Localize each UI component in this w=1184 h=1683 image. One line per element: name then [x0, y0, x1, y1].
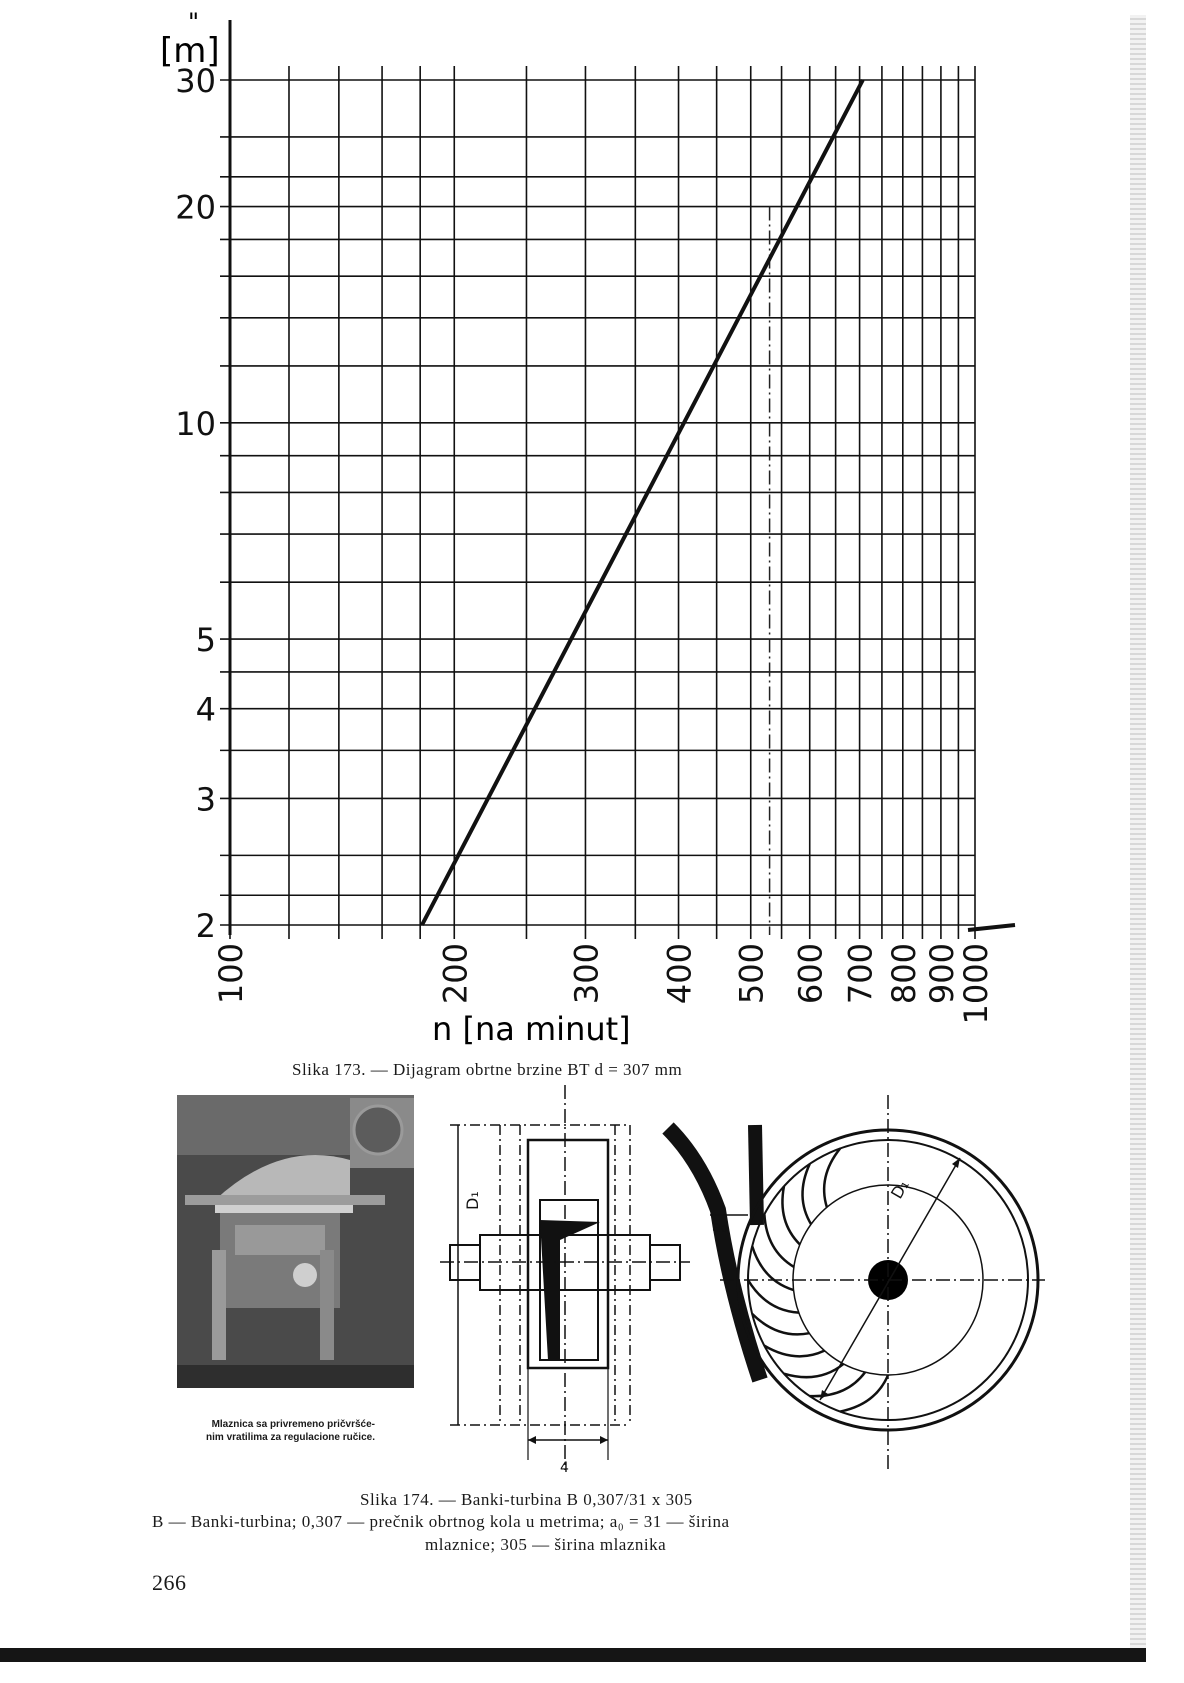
x-tick-label: 500	[732, 943, 771, 1005]
runner-blade	[764, 1214, 794, 1267]
x-tick-label: 900	[922, 943, 961, 1005]
y-tick-label: 5	[195, 621, 216, 660]
x-tick-label: 200	[436, 943, 475, 1005]
scan-bottom-bar	[0, 1648, 1146, 1662]
x-tick-label: 100	[212, 943, 250, 1005]
runner-blade	[840, 1375, 888, 1412]
turbine-photo	[177, 1095, 414, 1388]
figure-173-caption: Slika 173. — Dijagram obrtne brzine BT d = 307 mm	[292, 1060, 683, 1079]
y-axis-unit: [m]	[160, 31, 220, 71]
x-tick-label: 400	[660, 943, 699, 1005]
page-number: 266	[152, 1570, 187, 1595]
y-tick-label: 3	[195, 780, 216, 819]
runner-blade	[782, 1186, 799, 1244]
label-d1-right: D₁	[887, 1176, 913, 1202]
runner-blade	[824, 1148, 840, 1207]
x-tick-label: 300	[567, 943, 606, 1005]
y-tick-label: 20	[175, 188, 216, 227]
runner-blade	[764, 1346, 824, 1357]
y-tick-label: 4	[195, 690, 216, 729]
y-tick-label: 30	[175, 62, 216, 100]
figure-174-caption-line-3: mlaznice; 305 — širina mlaznika	[425, 1535, 667, 1554]
runner-blade	[752, 1246, 793, 1290]
x-tick-label: 1000	[957, 943, 995, 1025]
figure-174-caption-line-1: Slika 174. — Banki-turbina B 0,307/31 x 305	[360, 1490, 693, 1509]
label-d1-left: D₁	[463, 1191, 482, 1210]
y-tick-label: 2	[195, 907, 216, 945]
runner-blade	[803, 1164, 812, 1224]
x-axis-label: n [na minut]	[432, 1010, 631, 1048]
x-tick-label: 600	[791, 943, 830, 1005]
x-tick-label: 800	[884, 943, 923, 1005]
y-axis-unit-superscript: "	[188, 8, 200, 36]
y-tick-label: 10	[175, 404, 216, 443]
turbine-section-drawing	[440, 1085, 690, 1476]
photo-caption: Mlaznica sa privremeno pričvršće-nim vratilima za regulacione ručice.	[206, 1419, 375, 1443]
turbine-runner-drawing	[668, 1095, 1045, 1470]
figure-174-caption-line-2: B — Banki-turbina; 0,307 — prečnik obrtnog kola u metrima; a₀ = 31 — širina	[152, 1512, 730, 1531]
label-a0: a₀	[712, 1218, 728, 1236]
label-width: 4	[560, 1460, 569, 1476]
page-edge-shadow	[1130, 15, 1146, 1655]
runner-blade	[748, 1280, 799, 1313]
x-tick-label: 700	[841, 943, 880, 1005]
